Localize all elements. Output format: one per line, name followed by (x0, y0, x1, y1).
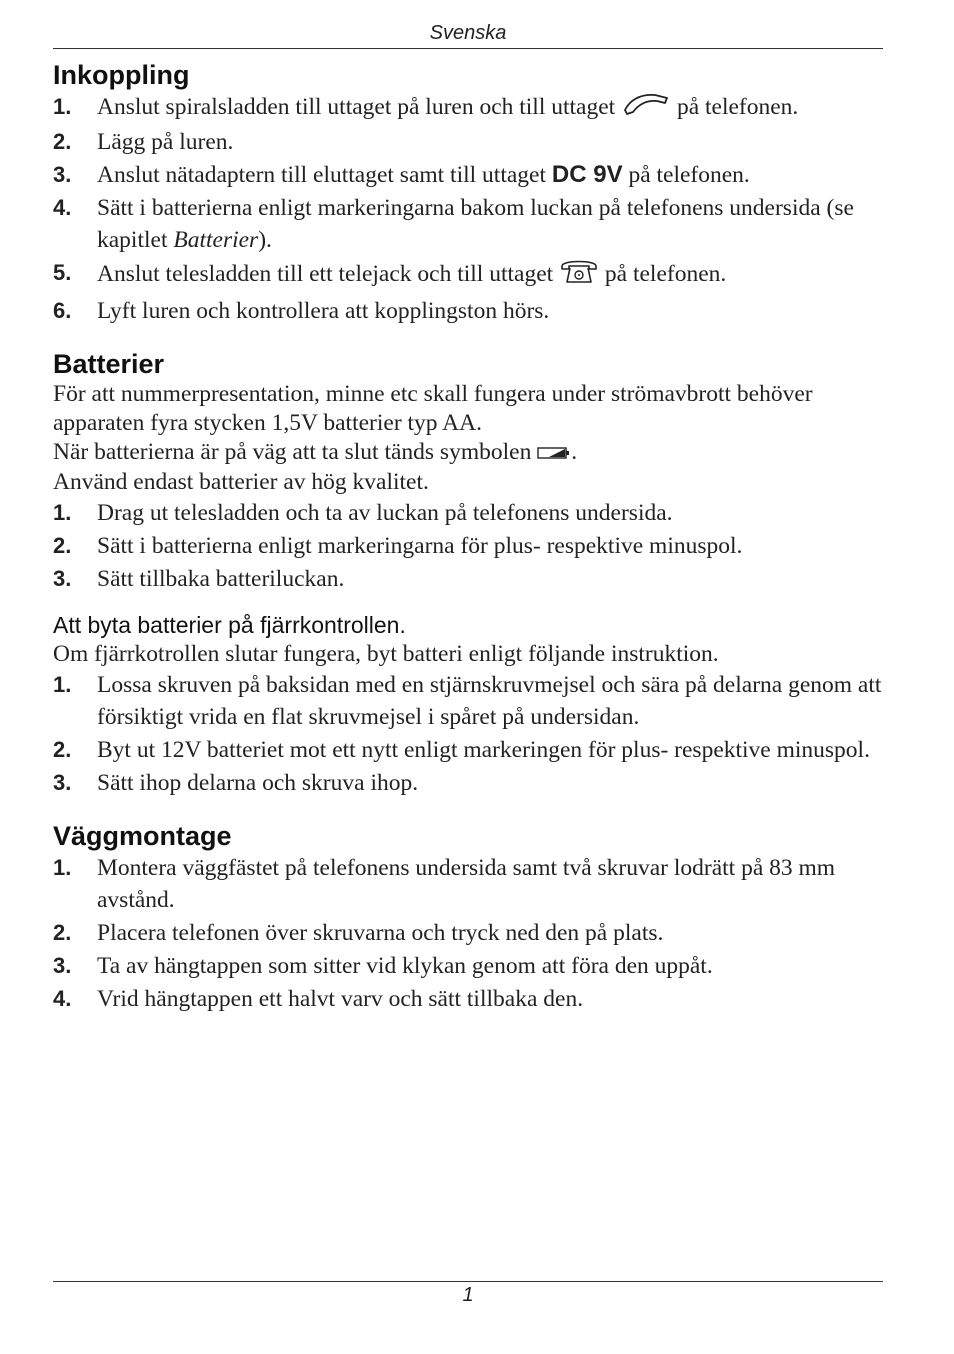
step-text-end: på telefonen. (628, 162, 750, 189)
header-language: Svenska (429, 22, 507, 44)
step-text: Vrid hängtappen ett halvt varv och sätt tillbaka den. (97, 986, 584, 1013)
intro-paragraph: Använd endast batterier av hög kvalitet. (53, 469, 429, 496)
intro-text-end: . (571, 439, 578, 466)
list-item (53, 734, 883, 766)
section-title: Batterier (53, 349, 165, 380)
intro-text: När batterierna är på väg att ta slut tänds symbolen (53, 439, 532, 466)
step-text-end: ). (258, 227, 272, 254)
step-number: 3. (53, 566, 72, 592)
footer-rule (53, 1281, 883, 1282)
step-number: 2. (53, 533, 72, 559)
step-text: Placera telefonen över skruvarna och tryck ned den på plats. (97, 920, 664, 947)
step-text: Anslut telesladden till ett telejack och till uttaget (97, 261, 554, 287)
step-number: 3. (53, 953, 72, 979)
step-number: 1. (53, 94, 72, 119)
list-item (53, 257, 883, 294)
telephone-icon (559, 257, 599, 294)
step-number: 1. (53, 855, 72, 881)
step-text: Lossa skruven på baksidan med en stjärnskruvmejsel och sära på delarna genom att försiktigt vrida en flat skruvmejsel i spåret på undersidan. (97, 672, 882, 731)
step-number: 4. (53, 195, 72, 221)
intro-paragraph: För att nummerpresentation, minne etc skall fungera under strömavbrott behöver apparaten fyra stycken 1,5V batterier typ AA. (53, 381, 813, 437)
step-number: 2. (53, 737, 72, 763)
list-item (53, 767, 883, 799)
step-number: 1. (53, 672, 72, 698)
page-content (53, 59, 883, 1016)
section-batterier (53, 348, 883, 595)
step-number: 2. (53, 920, 72, 946)
step-text: Anslut nätadaptern till eluttaget samt till uttaget (97, 162, 547, 189)
list-item (53, 917, 883, 949)
section-inkoppling (53, 59, 883, 327)
list-item (53, 950, 883, 982)
step-number: 5. (53, 260, 72, 286)
step-list (53, 669, 883, 799)
step-number: 4. (53, 986, 72, 1012)
step-text: Montera väggfästet på telefonens undersida samt två skruvar lodrätt på 83 mm avstånd. (97, 855, 836, 914)
list-item (53, 126, 883, 158)
low-battery-icon (537, 439, 571, 468)
step-text: Drag ut telesladden och ta av luckan på telefonens undersida. (97, 500, 673, 527)
step-number: 3. (53, 770, 72, 796)
section-fjarrkontroll (53, 610, 883, 799)
step-text: Sätt i batterierna enligt markeringarna bakom luckan på telefonens undersida (se kapitlet (97, 195, 854, 254)
step-number: 6. (53, 298, 72, 324)
step-text-end: på telefonen. (676, 94, 799, 120)
section-title: Inkoppling (53, 60, 190, 90)
step-number: 3. (53, 162, 72, 188)
step-number: 1. (53, 500, 72, 526)
step-text-end: på telefonen. (604, 261, 727, 287)
step-text: Sätt ihop delarna och skruva ihop. (97, 770, 419, 797)
subsection-title: Att byta batterier på fjärrkontrollen. (53, 612, 406, 639)
step-text: Byt ut 12V batteriet mot ett nytt enligt markeringen för plus- respektive minuspol. (97, 737, 870, 764)
page-number: 1 (462, 1284, 474, 1306)
step-text: Lägg på luren. (97, 129, 234, 156)
step-text: Sätt i batterierna enligt markeringarna för plus- respektive minuspol. (97, 533, 743, 560)
step-text: Ta av hängtappen som sitter vid klykan genom att föra den uppåt. (97, 953, 713, 980)
step-text: Lyft luren och kontrollera att kopplingston hörs. (97, 298, 550, 325)
section-vaggmontage (53, 820, 883, 1015)
list-item (53, 192, 883, 256)
step-list (53, 91, 883, 327)
step-text: Sätt tillbaka batteriluckan. (97, 566, 345, 593)
step-list (53, 852, 883, 1015)
dc-label: DC 9V (551, 161, 623, 189)
intro-paragraph (53, 438, 883, 468)
list-item (53, 91, 883, 125)
list-item (53, 530, 883, 562)
intro-paragraph: Om fjärrkotrollen slutar fungera, byt batteri enligt följande instruktion. (53, 641, 719, 668)
list-item (53, 497, 883, 529)
section-title: Väggmontage (53, 821, 232, 852)
header-rule (53, 48, 883, 49)
manual-page (53, 0, 883, 1354)
list-item (53, 159, 883, 191)
list-item (53, 669, 883, 733)
list-item (53, 983, 883, 1015)
step-list (53, 497, 883, 595)
list-item (53, 295, 883, 327)
list-item (53, 563, 883, 595)
list-item (53, 852, 883, 916)
handset-icon (621, 92, 671, 125)
step-number: 2. (53, 129, 72, 155)
chapter-reference: Batterier (173, 227, 259, 254)
step-text: Anslut spiralsladden till uttaget på luren och till uttaget (97, 94, 616, 120)
